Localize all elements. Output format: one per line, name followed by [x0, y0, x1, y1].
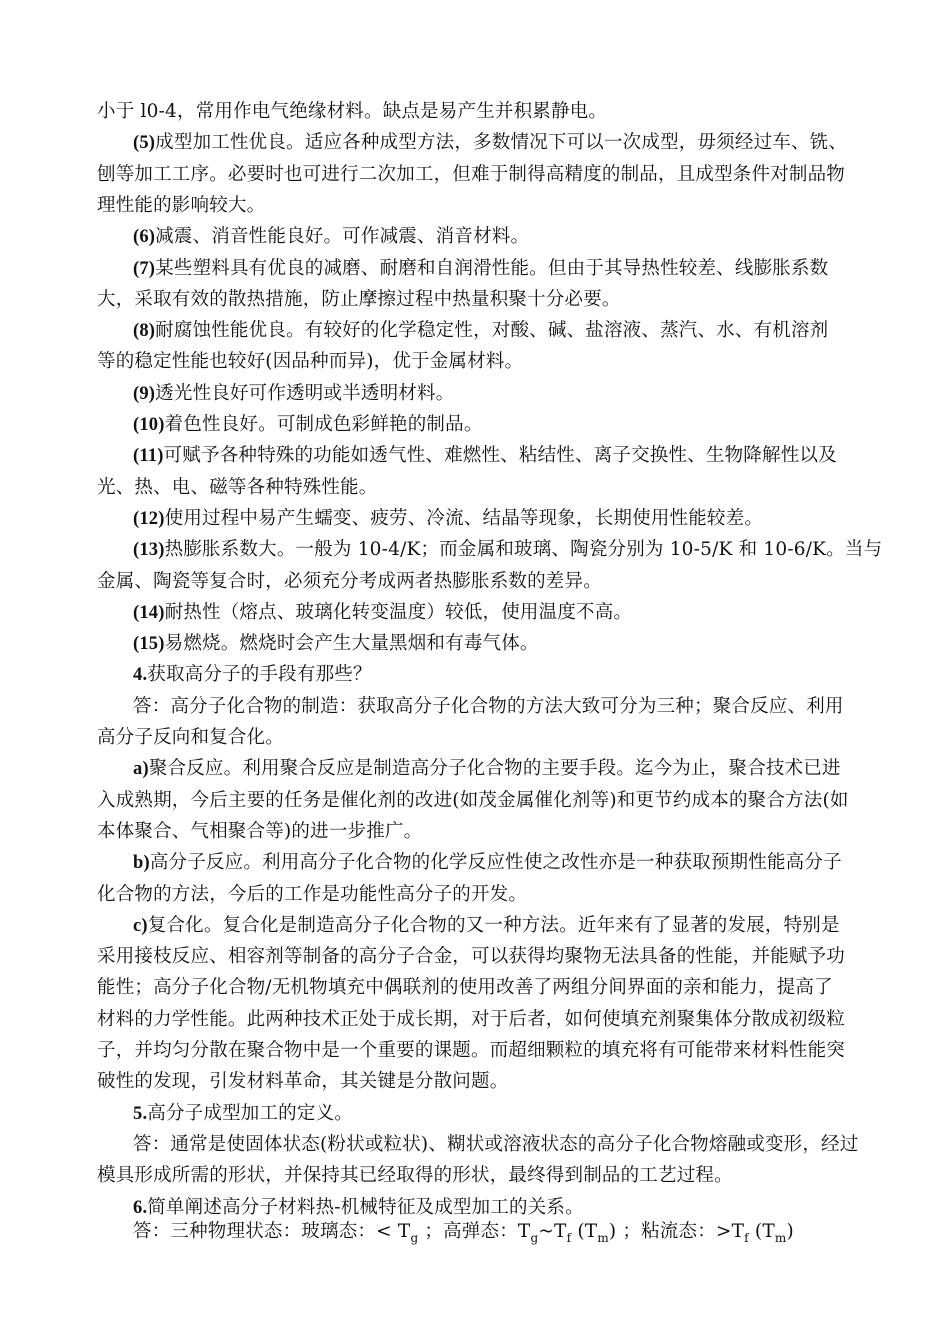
line-text: 材料的力学性能。此两种技术正处于成长期，对于后者，如何使填充剂聚集体分散成初级粒: [97, 1008, 846, 1030]
text-line: [133, 441, 893, 471]
high-elastic-mid: ~T: [538, 1221, 567, 1242]
text-line: [97, 567, 857, 597]
text-line: [133, 598, 893, 628]
line-text: 大，采取有效的散热措施，防止摩擦过程中热量积聚十分必要。: [97, 288, 621, 310]
text-line: [133, 222, 893, 252]
line-text: 简单阐述高分子材料热-机械特征及成型加工的关系。: [147, 1196, 584, 1218]
text-line: [133, 535, 893, 565]
separator-1: ；高弹态：: [418, 1221, 518, 1242]
item-number: 6.: [133, 1197, 148, 1218]
item-number: (6): [133, 227, 156, 248]
item-number: (11): [133, 446, 164, 467]
text-line: [133, 504, 893, 534]
high-elastic-paren-close: ): [608, 1221, 617, 1242]
text-line: [97, 817, 857, 847]
line-text: 易燃烧。燃烧时会产生大量黑烟和有毒气体。: [164, 633, 539, 655]
text-line: [97, 160, 857, 190]
line-text: 使用过程中易产生蠕变、疲劳、冷流、结晶等现象，长期使用性能较差。: [164, 507, 764, 529]
text-line: [133, 911, 893, 941]
separator-2: ；粘流态：: [616, 1221, 716, 1242]
item-number: (12): [133, 508, 165, 529]
text-line: [97, 285, 857, 315]
glass-state-value: < T: [376, 1221, 411, 1242]
text-line: [97, 191, 857, 221]
high-elastic-t1: T: [517, 1221, 531, 1242]
text-line: [97, 786, 857, 816]
line-text: 能性；高分子化合物/无机物填充中偶联剂的使用改善了两组分间界面的亲和能力，提高了: [97, 977, 833, 999]
line-text: 子，并均匀分散在聚合物中是一个重要的课题。而超细颗粒的填充将有可能带来材料性能突: [97, 1040, 846, 1061]
item-number: 4.: [133, 665, 148, 686]
line-text: 着色性良好。可制成色彩鲜艳的制品。: [164, 414, 483, 435]
viscous-flow-value: >T: [715, 1221, 745, 1242]
line-text: 光、热、电、磁等各种特殊性能。: [97, 476, 378, 498]
viscous-flow-paren-open: (T: [748, 1221, 775, 1242]
line-text: 答：高分子化合物的制造：获取高分子化合物的方法大致可分为三种；聚合反应、利用: [133, 695, 844, 717]
line-text: 本体聚合、气相聚合等)的进一步推广。: [97, 820, 423, 842]
text-line: [133, 254, 893, 284]
item-number: (8): [133, 321, 156, 342]
text-line: [97, 347, 857, 377]
line-text: 小于 l0-4，常用作电气绝缘材料。缺点是易产生并积累静电。: [97, 101, 608, 122]
line-text: 采用接枝反应、相容剂等制备的高分子合金，可以获得均聚物无法具备的性能，并能赋予功: [97, 946, 846, 968]
item-number: b): [133, 853, 150, 874]
line-text: 理性能的影响较大。: [97, 194, 266, 216]
viscous-flow-paren-close: ): [786, 1221, 794, 1242]
high-elastic-sub3: m: [597, 1231, 609, 1245]
item-number: (14): [133, 602, 165, 623]
line-text: 化合物的方法，今后的工作是功能性高分子的开发。: [97, 883, 528, 905]
line-text: 某些塑料具有优良的减磨、耐磨和自润滑性能。但由于其导热性较差、线膨胀系数: [155, 257, 829, 279]
text-line: [97, 723, 857, 753]
high-elastic-paren-open: (T: [571, 1221, 598, 1242]
item-number: a): [133, 759, 149, 780]
item-number: (15): [133, 634, 165, 655]
line-text: 破性的发现，引发材料革命，其关键是分散问题。: [97, 1071, 509, 1093]
line-text: 耐腐蚀性能优良。有较好的化学稳定性，对酸、碱、盐溶液、蒸汽、水、有机溶剂: [155, 320, 829, 342]
line-text: 复合化。复合化是制造高分子化合物的又一种方法。近年来有了显著的发展，特别是: [147, 914, 840, 936]
line-text: 金属、陶瓷等复合时，必须充分考成两者热膨胀系数的差异。: [97, 570, 602, 592]
text-line: [133, 848, 893, 878]
text-line: [133, 1099, 893, 1129]
item-number: (13): [133, 540, 165, 561]
item-number: (10): [133, 415, 165, 435]
line-text: 获取高分子的手段有那些？: [147, 664, 372, 686]
text-line: [133, 660, 893, 690]
line-text: 热膨胀系数大。一般为 10-4/K；而金属和玻璃、陶瓷分别为 10-5/K 和 10-6/K。当与: [164, 539, 883, 561]
high-elastic-sub1: g: [530, 1231, 539, 1245]
line-text: 入成熟期，今后主要的任务是催化剂的改进(如茂金属催化剂等)和更节约成本的聚合方法(如: [97, 789, 849, 811]
item-number: (9): [133, 383, 156, 404]
line-text: 可赋予各种特殊的功能如透气性、难燃性、粘结性、离子交换性、生物降解性以及: [163, 445, 837, 467]
line-text: 高分子反向和复合化。: [97, 727, 285, 748]
line-text: 高分子反应。利用高分子化合物的化学反应性使之改性亦是一种获取预期性能高分子: [149, 852, 842, 874]
line-text: 透光性良好可作透明或半透明材料。: [155, 382, 455, 404]
high-elastic-sub2: f: [566, 1231, 572, 1245]
text-line: [133, 629, 893, 659]
text-line: [97, 1161, 857, 1191]
text-line: [133, 410, 893, 440]
line-text: 模具形成所需的形状，并保持其已经取得的形状，最终得到制品的工艺过程。: [97, 1165, 733, 1187]
glass-state-subscript: g: [410, 1231, 419, 1245]
text-line: [97, 1036, 857, 1066]
item-number: (7): [133, 258, 156, 279]
text-line: [133, 316, 893, 346]
last-line-prefix: 答：三种物理状态：玻璃态：: [133, 1221, 377, 1242]
text-line: [97, 880, 857, 910]
text-line: [133, 754, 893, 784]
text-line: [133, 128, 893, 158]
line-text: 高分子成型加工的定义。: [147, 1102, 353, 1124]
text-line: [133, 1130, 893, 1160]
text-line-last: [133, 1217, 893, 1253]
line-text: 成型加工性优良。适应各种成型方法，多数情况下可以一次成型，毋须经过车、铣、: [155, 132, 848, 154]
item-number: c): [133, 915, 148, 936]
text-line: [97, 473, 857, 503]
text-line: [133, 692, 893, 722]
text-line: [97, 1067, 857, 1097]
text-line: [97, 942, 857, 972]
line-text: 耐热性（熔点、玻璃化转变温度）较低，使用温度不高。: [164, 601, 633, 623]
viscous-flow-sub1: f: [744, 1231, 749, 1245]
line-text: 减震、消音性能良好。可作减震、消音材料。: [155, 226, 530, 248]
item-number: 5.: [133, 1103, 148, 1124]
text-line: [97, 973, 857, 1003]
line-text: 答：通常是使固体状态(粉状或粒状)、糊状或溶液状态的高分子化合物熔融或变形，经过: [133, 1133, 859, 1155]
item-number: (5): [133, 133, 156, 154]
line-text: 刨等加工工序。必要时也可进行二次加工，但难于制得高精度的制品，且成型条件对制品物: [97, 163, 846, 185]
text-line: [97, 1005, 857, 1035]
line-text: 等的稳定性能也较好(因品种而异)，优于金属材料。: [97, 351, 524, 373]
viscous-flow-sub2: m: [774, 1231, 787, 1245]
text-line: [97, 97, 857, 127]
line-text: 聚合反应。利用聚合反应是制造高分子化合物的主要手段。迄今为止，聚合技术已进: [148, 758, 841, 780]
text-line: [133, 379, 893, 409]
